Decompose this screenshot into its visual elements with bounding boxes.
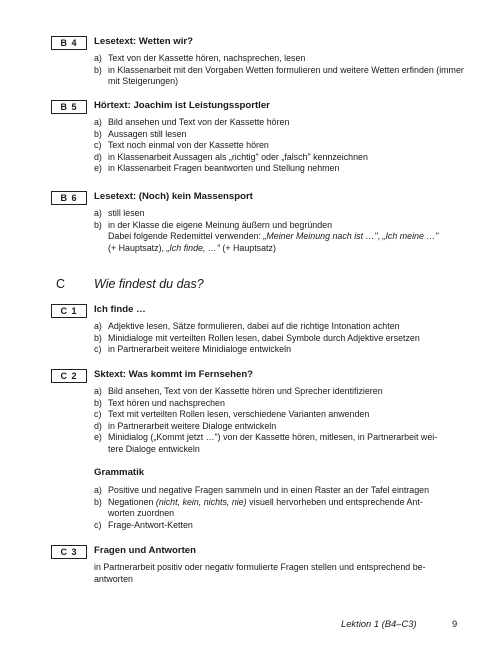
list-item: c) in Partnerarbeit weitere Minidialoge entwickeln <box>94 344 292 354</box>
list-item: d) in Klassenarbeit Aussagen als „richtig" oder „falsch" kennzeichnen <box>94 151 368 162</box>
task-list-b4 <box>94 53 464 88</box>
list-item: b) Text hören und nachsprechen <box>94 397 225 408</box>
list-item: a) Adjektive lesen, Sätze formulieren, dabei auf die richtige Intonation achten <box>94 321 400 331</box>
list-item: a) Bild ansehen und Text von der Kassette hören <box>94 117 290 127</box>
exercise-code-b6: B 6 <box>51 191 87 205</box>
exercise-title-c1: Ich finde … <box>94 304 146 315</box>
list-item: a) Bild ansehen, Text von der Kassette hören und Sprecher identifizieren <box>94 386 383 396</box>
list-item: c) Frage-Antwort-Ketten <box>94 519 193 530</box>
task-list-b5 <box>94 117 464 175</box>
list-item: b) in der Klasse die eigene Meinung äußern und begründen Dabei folgende Redemittel verwenden: „Meiner Meinung nach ist …", „Ich meine …" (+ Hauptsatz), „Ich finde, …" (+ Hauptsatz) <box>94 219 439 253</box>
list-item: a) still lesen <box>94 208 145 218</box>
exercise-title-b6: Lesetext: (Noch) kein Massensport <box>94 191 253 202</box>
page-number: 9 <box>452 618 458 629</box>
lesson-reference: Lektion 1 (B4–C3) <box>341 618 417 629</box>
grammar-title: Grammatik <box>94 467 145 478</box>
exercise-code-b5: B 5 <box>51 100 87 114</box>
exercise-code-b4: B 4 <box>51 36 87 50</box>
list-item: b) in Klassenarbeit mit den Vorgaben Wetten formulieren und weitere Wetten erfinden (immer mit Steigerungen) <box>94 64 464 86</box>
list-item: c) Text noch einmal von der Kassette hören <box>94 140 269 150</box>
list-item: a) Positive und negative Fragen sammeln und in einen Raster an der Tafel eintragen <box>94 485 430 495</box>
list-item: b) Negationen (nicht, kein, nichts, nie) visuell hervorheben und entsprechende Ant- worten zuordnen <box>94 496 423 518</box>
exercise-title-c2: Sktext: Was kommt im Fernsehen? <box>94 369 254 380</box>
exercise-code-c2: C 2 <box>51 369 87 383</box>
section-letter-c: C <box>56 277 66 291</box>
task-list-c1 <box>94 321 464 356</box>
exercise-code-c3: C 3 <box>51 545 87 559</box>
exercise-title-c3: Fragen und Antworten <box>94 545 196 556</box>
task-list-c2 <box>94 386 464 455</box>
list-item: e) in Klassenarbeit Fragen beantworten und Stellung nehmen <box>94 163 340 173</box>
task-list-b6 <box>94 208 464 254</box>
list-item: a) Text von der Kassette hören, nachsprechen, lesen <box>94 53 306 63</box>
exercise-title-b4: Lesetext: Wetten wir? <box>94 36 193 47</box>
list-item: c) Text mit verteilten Rollen lesen, verschiedene Varianten anwenden <box>94 409 370 419</box>
c3-description: in Partnerarbeit positiv oder negativ formulierte Fragen stellen und entsprechend be- antworten <box>94 562 426 584</box>
section-title-c: Wie findest du das? <box>94 277 204 291</box>
task-list-grammatik <box>94 485 464 531</box>
exercise-code-c1: C 1 <box>51 304 87 318</box>
list-item: b) Aussagen still lesen <box>94 128 187 139</box>
exercise-title-b5: Hörtext: Joachim ist Leistungssportler <box>94 100 270 111</box>
list-item: b) Minidialoge mit verteilten Rollen lesen, dabei Symbole durch Adjektive ersetzen <box>94 332 420 343</box>
list-item: e) Minidialog („Kommt jetzt …") von der Kassette hören, mitlesen, in Partnerarbeit wei- tere Dialoge entwickeln <box>94 432 438 454</box>
list-item: d) in Partnerarbeit weitere Dialoge entwickeln <box>94 420 277 431</box>
